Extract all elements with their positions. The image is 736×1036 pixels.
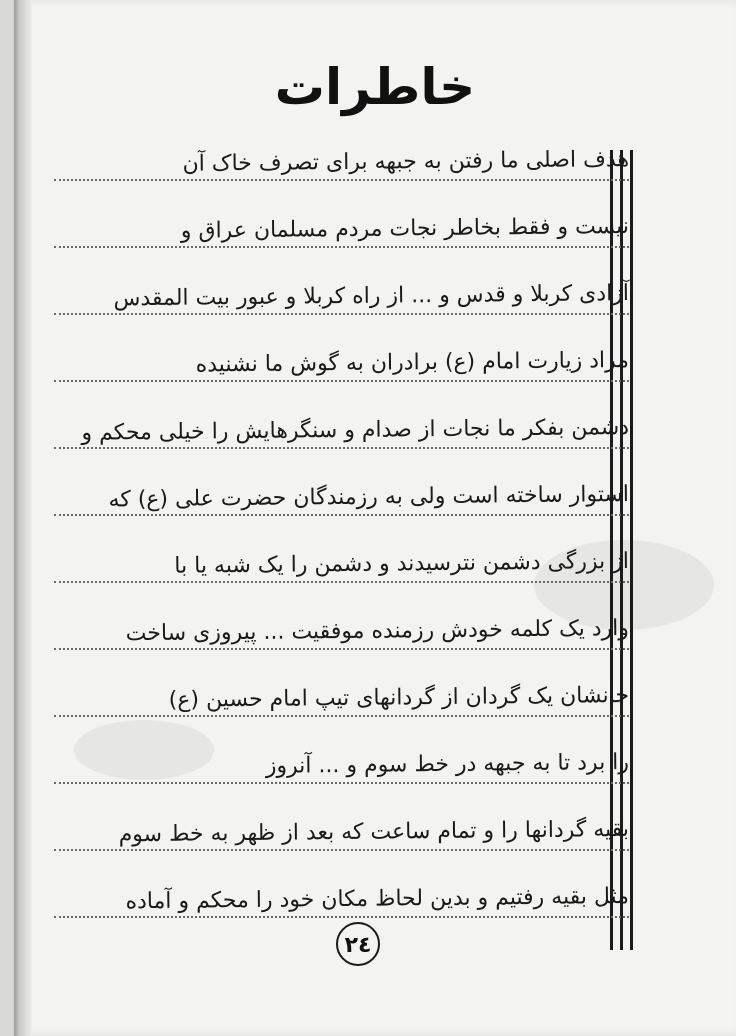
text-line — [54, 455, 629, 522]
text-line-content: بقیه گردانها را و تمام ساعت که بعد از ظهر به خط سوم — [118, 816, 630, 848]
text-line-content: آزادی کربلا و قدس و ... از راه کربلا و عبور بیت المقدس — [113, 280, 630, 312]
text-line — [54, 656, 629, 723]
text-line-content: دشمن بفکر ما نجات از صدام و سنگرهایش را خیلی محکم و — [81, 414, 630, 446]
dotted-rule — [54, 581, 629, 583]
text-line-content: استوار ساخته است ولی به رزمندگان حضرت علی (ع) که — [108, 481, 630, 513]
text-line — [54, 254, 629, 321]
page-number: ٢٤ — [336, 922, 380, 966]
text-line-content: جانشان یک گردان از گردانهای تیپ امام حسین (ع) — [168, 682, 630, 713]
text-line-content: مثل بقیه رفتیم و بدین لحاظ مکان خود را محکم و آماده — [125, 883, 630, 915]
text-line — [54, 187, 629, 254]
dotted-rule — [54, 782, 629, 784]
dotted-rule — [54, 447, 629, 449]
text-line-content: از بزرگی دشمن نترسیدند و دشمن را یک شبه یا با — [174, 548, 630, 579]
text-line — [54, 589, 629, 656]
text-line-content: مراد زیارت امام (ع) برادران به گوش ما نشنیده — [195, 347, 630, 378]
dotted-rule — [54, 246, 629, 248]
text-line — [54, 120, 629, 187]
page-binding-edge — [14, 0, 32, 1036]
handwritten-text-block — [54, 120, 629, 924]
text-line-content: وارد یک کلمه خودش رزمنده موفقیت ... پیروزی ساخت — [125, 615, 630, 647]
text-line — [54, 522, 629, 589]
dotted-rule — [54, 514, 629, 516]
dotted-rule — [54, 916, 629, 918]
text-line-content: هدف اصلی ما رفتن به جبهه برای تصرف خاک آن — [182, 146, 630, 177]
text-line — [54, 321, 629, 388]
dotted-rule — [54, 648, 629, 650]
text-line — [54, 388, 629, 455]
text-line — [54, 857, 629, 924]
text-line — [54, 723, 629, 790]
text-line — [54, 790, 629, 857]
notebook-page — [14, 0, 736, 1036]
page-title: خاطرات — [274, 58, 476, 116]
dotted-rule — [54, 313, 629, 315]
dotted-rule — [54, 179, 629, 181]
dotted-rule — [54, 715, 629, 717]
text-line-content: را برد تا به جبهه در خط سوم و ... آنروز — [265, 749, 630, 779]
margin-rule — [630, 150, 633, 950]
dotted-rule — [54, 380, 629, 382]
dotted-rule — [54, 849, 629, 851]
text-line-content: نیست و فقط بخاطر نجات مردم مسلمان عراق و — [180, 213, 630, 244]
